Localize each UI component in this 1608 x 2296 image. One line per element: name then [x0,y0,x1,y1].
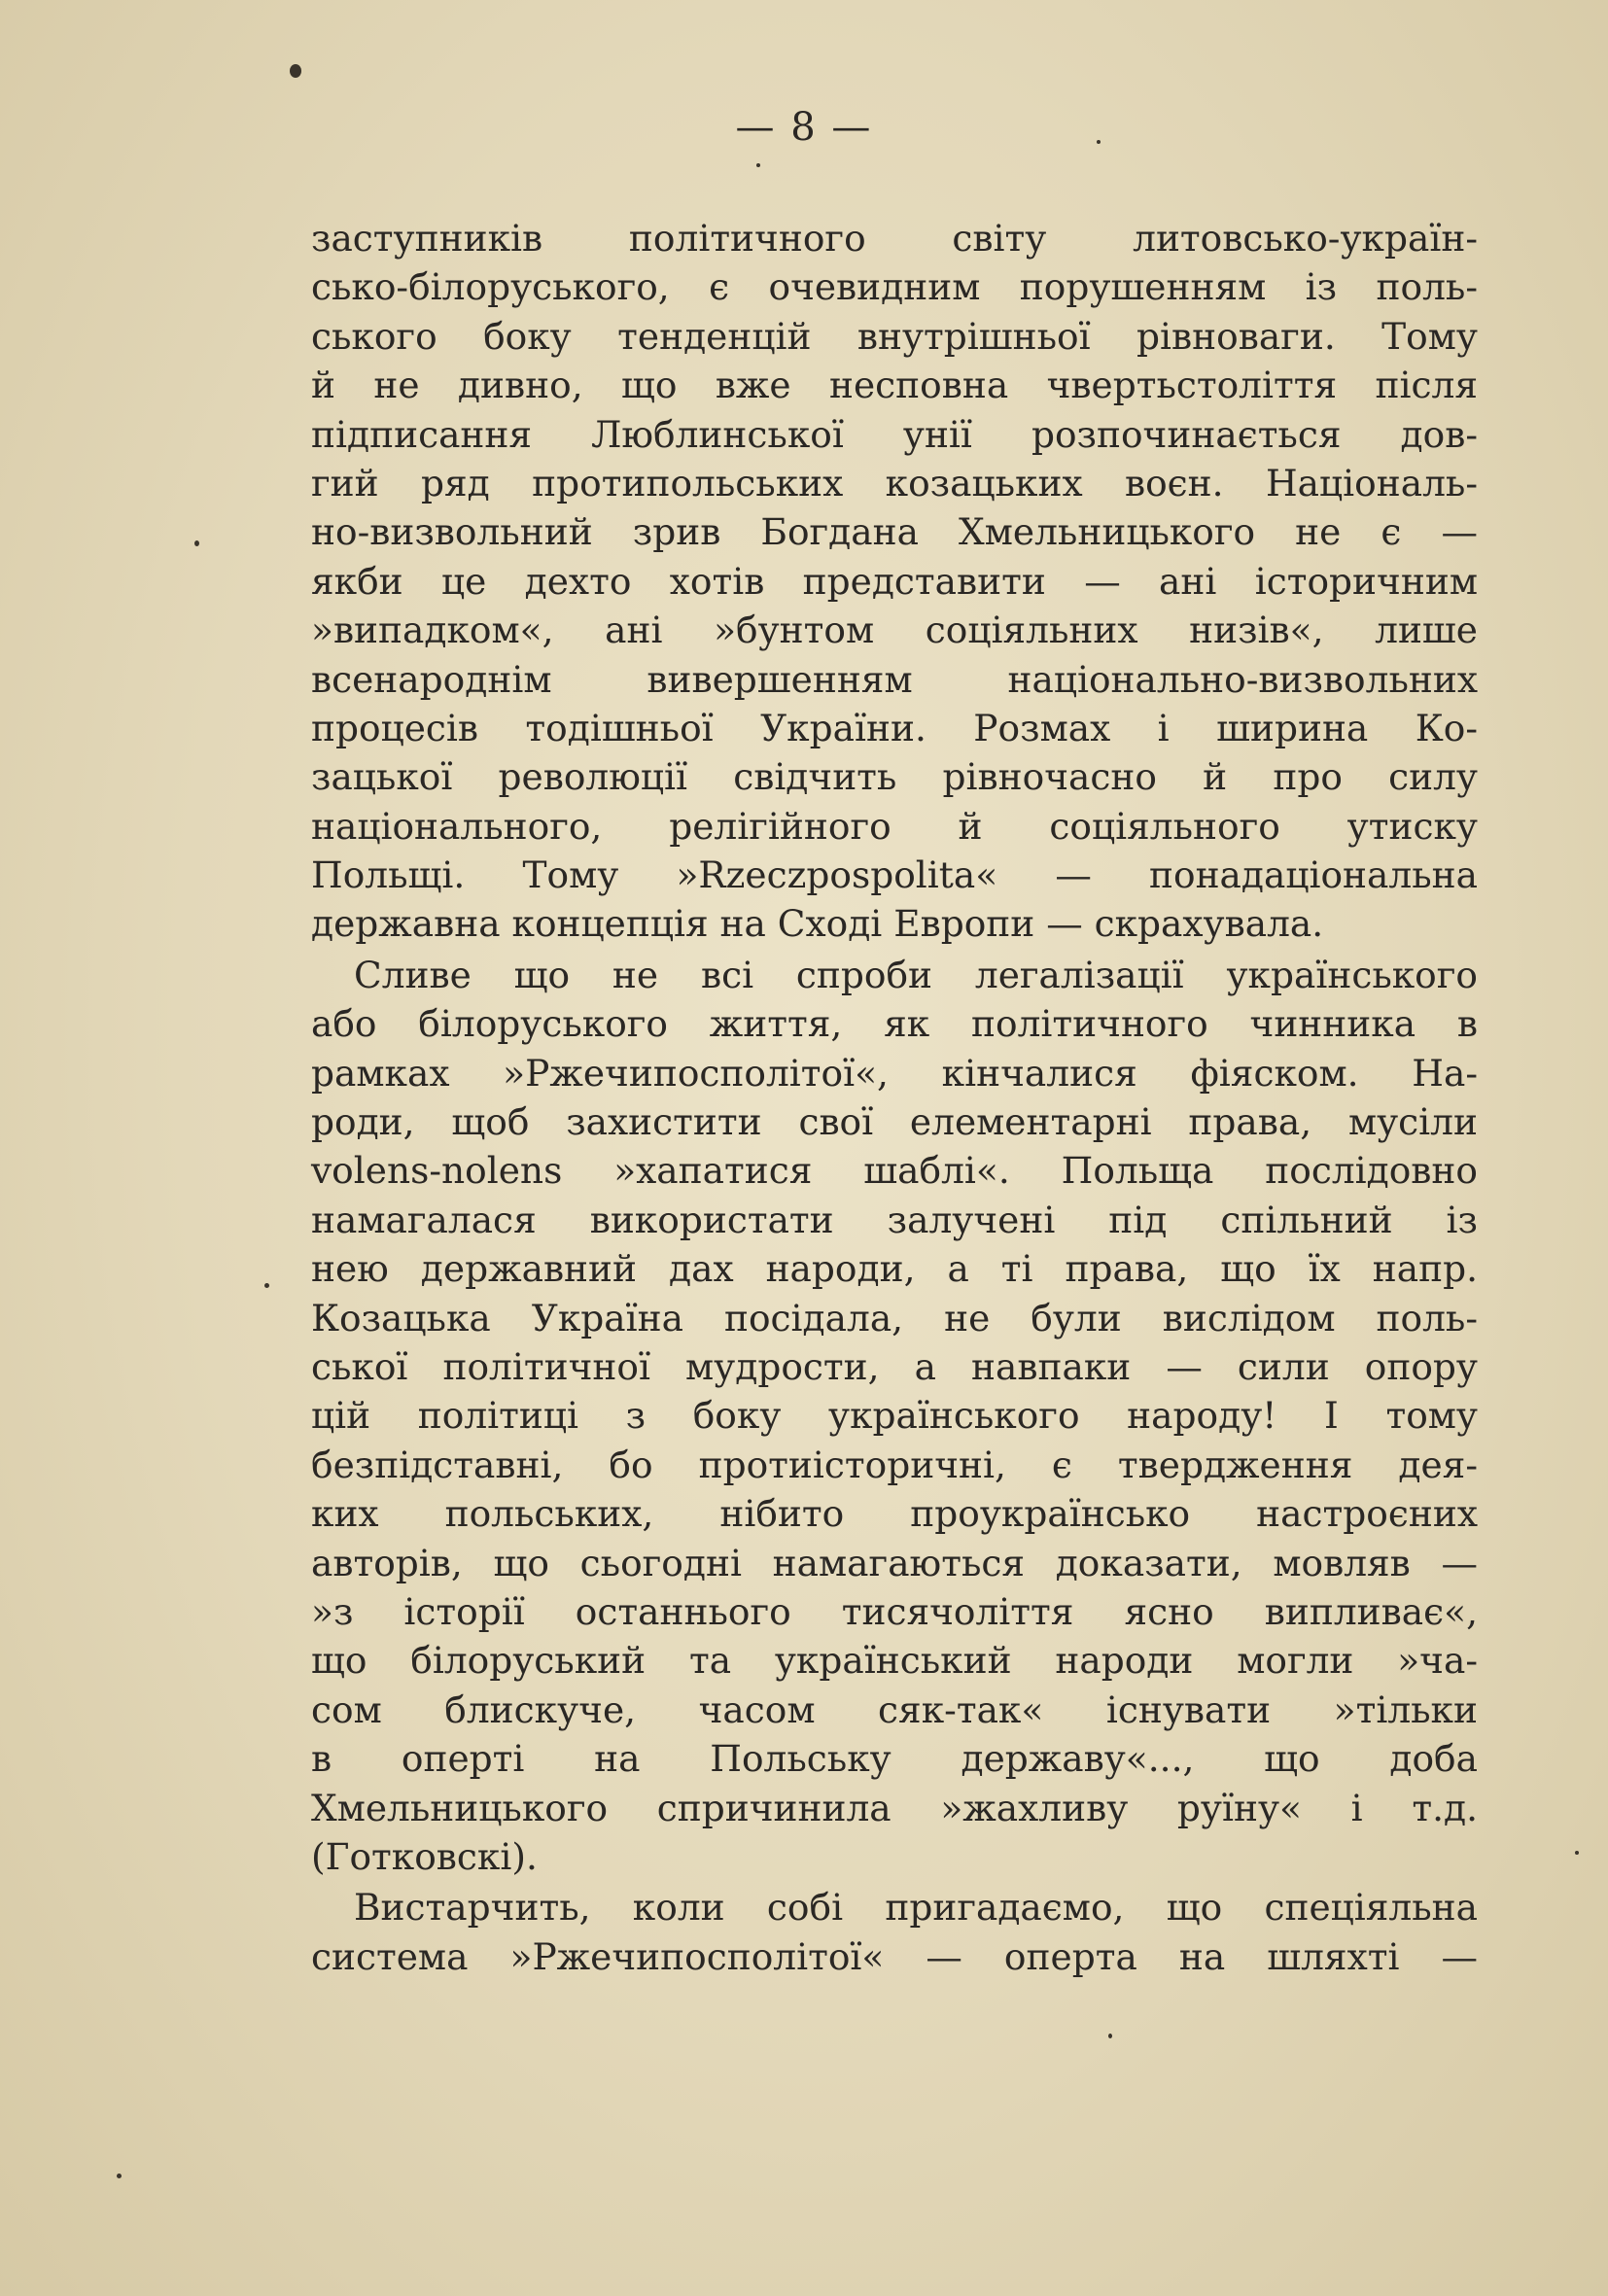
paragraph-1 [311,214,1478,949]
text-line: роди, щоб захистити свої елементарні права, мусіли [311,1100,1478,1144]
paper-speck [264,1283,269,1288]
text-line: всенароднім вивершенням національно-визвольних [311,657,1478,701]
text-line: або білоруського життя, як політичного чинника в [311,1002,1478,1046]
paper-speck [117,2174,122,2178]
text-line: Сливе що не всі спроби легалізації українського [354,953,1478,996]
paper-speck [290,64,301,78]
text-line: зацької революції свідчить рівночасно й про силу [311,755,1478,799]
text-line: що білоруський та український народи могли »ча- [311,1639,1478,1683]
text-line: »з історії останнього тисячоліття ясно випливає«, [311,1589,1478,1633]
text-line: гий ряд протипольських козацьких воєн. Національ- [311,461,1478,504]
text-line: ського боку тенденцій внутрішньої рівноваги. Тому [311,314,1478,358]
text-line: ких польських, нібито проукраїнсько настроєних [311,1492,1478,1536]
text-line: національного, релігійного й соціяльного утиску [311,804,1478,848]
text-line: й не дивно, що вже несповна чвертьстоліття після [311,364,1478,407]
text-line: підписання Люблинської унії розпочинається дов- [311,412,1478,456]
text-line: безпідставні, бо протиісторичні, є твердження дея- [311,1443,1478,1486]
text-line: (Готковскі). [311,1834,538,1878]
text-line: volens-nolens »хапатися шаблі«. Польща послідовно [311,1149,1478,1193]
paper-speck [1575,1851,1579,1855]
text-line: Козацька Україна посідала, не були вислідом поль- [311,1296,1478,1339]
text-line: в оперті на Польську державу«..., що доба [311,1737,1478,1781]
text-line: сько-білоруського, є очевидним порушенням із поль- [311,265,1478,309]
paper-speck [1097,140,1101,144]
page-number: — 8 — [735,105,873,150]
text-line: заступників політичного світу литовсько-україн- [311,217,1478,260]
text-line: система »Ржечипосполітої« — оперта на шляхті — [311,1934,1478,1978]
text-line: нею державний дах народи, а ті права, що їх напр. [311,1247,1478,1291]
paper-speck [1108,2034,1112,2038]
paper-speck [756,163,760,167]
text-line: державна концепція на Сході Европи — скрахувала. [311,902,1324,946]
text-line: намагалася використати залучені під спільний із [311,1198,1478,1241]
body-text [311,214,1478,1981]
text-line: »випадком«, ані »бунтом соціяльних низів«, лише [311,609,1478,652]
text-line: сом блискуче, часом сяк-так« існувати »тільки [311,1687,1478,1731]
paragraph-3 [311,1883,1478,1981]
text-line: цій політиці з боку українського народу! І тому [311,1394,1478,1438]
text-line: Хмельницького спричинила »жахливу руїну« і т.д. [311,1786,1478,1829]
text-line: но-визвольний зрив Богдана Хмельницького не є — [311,510,1478,554]
text-line: Вистарчить, коли собі пригадаємо, що спеціяльна [354,1886,1478,1930]
text-line: процесів тодішньої України. Розмах і ширина Ко- [311,706,1478,749]
paper-speck [194,540,199,546]
text-line: рамках »Ржечипосполітої«, кінчалися фіяском. На- [311,1051,1478,1095]
text-line: авторів, що сьогодні намагаються доказати, мовляв — [311,1541,1478,1584]
text-line: ської політичної мудрости, а навпаки — сили опору [311,1344,1478,1388]
paragraph-2 [311,951,1478,1881]
text-line: якби це дехто хотів представити — ані історичним [311,559,1478,603]
text-line: Польщі. Тому »Rzeczpospolita« — понадаціональна [311,853,1478,897]
